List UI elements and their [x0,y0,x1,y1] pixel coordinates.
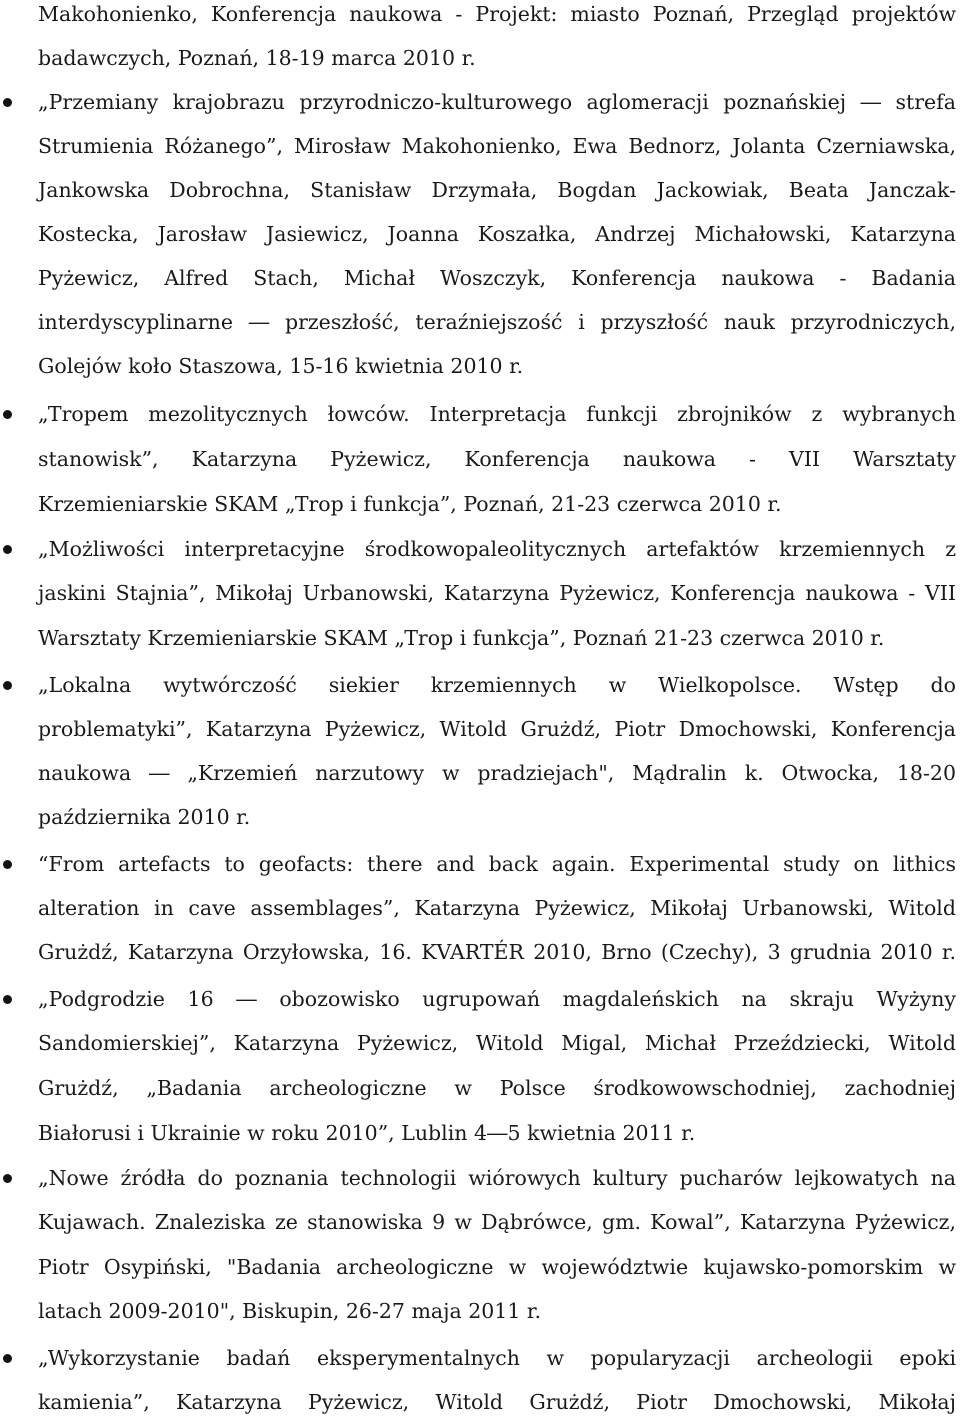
list-bullet [3,860,12,869]
entry-0-line-0: Makohonienko, Konferencja naukowa - Projekt: miasto Poznań, Przegląd projektów [38,2,956,26]
entry-7-line-1: Kujawach. Znaleziska ze stanowiska 9 w Dąbrówce, gm. Kowal”, Katarzyna Pyżewicz, [38,1210,956,1234]
list-bullet [3,995,12,1004]
list-bullet [3,98,12,107]
entry-3-line-2: Warsztaty Krzemieniarskie SKAM „Trop i funkcja”, Poznań 21-23 czerwca 2010 r. [38,626,885,650]
entry-7-line-0: „Nowe źródła do poznania technologii wiórowych kultury pucharów lejkowatych na [38,1166,956,1190]
list-bullet [3,1174,12,1183]
entry-3-line-0: „Możliwości interpretacyjne środkowopaleolitycznych artefaktów krzemiennych z [38,537,956,561]
entry-1-line-0: „Przemiany krajobrazu przyrodniczo-kulturowego aglomeracji poznańskiej ― strefa [38,90,956,114]
entry-1-line-2: Jankowska Dobrochna, Stanisław Drzymała, Bogdan Jackowiak, Beata Janczak- [38,178,956,202]
list-bullet [3,545,12,554]
entry-1-line-3: Kostecka, Jarosław Jasiewicz, Joanna Koszałka, Andrzej Michałowski, Katarzyna [38,222,956,246]
entry-1-line-6: Golejów koło Staszowa, 15-16 kwietnia 2010 r. [38,354,524,378]
entry-1-line-4: Pyżewicz, Alfred Stach, Michał Woszczyk, Konferencja naukowa - Badania [38,266,956,290]
entry-2-line-1: stanowisk”, Katarzyna Pyżewicz, Konferencja naukowa - VII Warsztaty [38,447,956,471]
entry-5-line-1: alteration in cave assemblages”, Katarzyna Pyżewicz, Mikołaj Urbanowski, Witold [38,896,956,920]
entry-4-line-1: problematyki”, Katarzyna Pyżewicz, Witold Grużdź, Piotr Dmochowski, Konferencja [38,717,956,741]
list-bullet [3,681,12,690]
entry-4-line-0: „Lokalna wytwórczość siekier krzemiennych w Wielkopolsce. Wstęp do [38,673,956,697]
entry-0-line-1: badawczych, Poznań, 18-19 marca 2010 r. [38,46,476,70]
entry-5-line-0: “From artefacts to geofacts: there and back again. Experimental study on lithics [38,852,956,876]
entry-3-line-1: jaskini Stajnia”, Mikołaj Urbanowski, Katarzyna Pyżewicz, Konferencja naukowa - VII [38,581,956,605]
entry-2-line-0: „Tropem mezolitycznych łowców. Interpretacja funkcji zbrojników z wybranych [38,402,956,426]
entry-1-line-1: Strumienia Różanego”, Mirosław Makohonienko, Ewa Bednorz, Jolanta Czerniawska, [38,134,956,158]
entry-6-line-2: Grużdź, „Badania archeologiczne w Polsce środkowowschodniej, zachodniej [38,1076,956,1100]
list-bullet [3,410,12,419]
entry-6-line-0: „Podgrodzie 16 ― obozowisko ugrupowań magdaleńskich na skraju Wyżyny [38,987,956,1011]
entry-7-line-2: Piotr Osypiński, "Badania archeologiczne w województwie kujawsko-pomorskim w [38,1255,956,1279]
entry-6-line-3: Białorusi i Ukrainie w roku 2010”, Lublin 4―5 kwietnia 2011 r. [38,1121,696,1145]
entry-4-line-3: października 2010 r. [38,805,251,829]
list-bullet [3,1354,12,1363]
entry-7-line-3: latach 2009-2010", Biskupin, 26-27 maja 2011 r. [38,1299,541,1323]
entry-1-line-5: interdyscyplinarne ― przeszłość, teraźniejszość i przyszłość nauk przyrodniczych, [38,310,956,334]
entry-8-line-0: „Wykorzystanie badań eksperymentalnych w popularyzacji archeologii epoki [38,1346,956,1370]
entry-4-line-2: naukowa ― „Krzemień narzutowy w pradziejach", Mądralin k. Otwocka, 18-20 [38,761,956,785]
entry-6-line-1: Sandomierskiej”, Katarzyna Pyżewicz, Witold Migal, Michał Przeździecki, Witold [38,1031,956,1055]
entry-5-line-2: Grużdź, Katarzyna Orzyłowska, 16. KVARTÉR 2010, Brno (Czechy), 3 grudnia 2010 r. [38,940,956,964]
entry-2-line-2: Krzemieniarskie SKAM „Trop i funkcja”, Poznań, 21-23 czerwca 2010 r. [38,492,782,516]
entry-8-line-1: kamienia”, Katarzyna Pyżewicz, Witold Grużdź, Piotr Dmochowski, Mikołaj [38,1390,956,1414]
